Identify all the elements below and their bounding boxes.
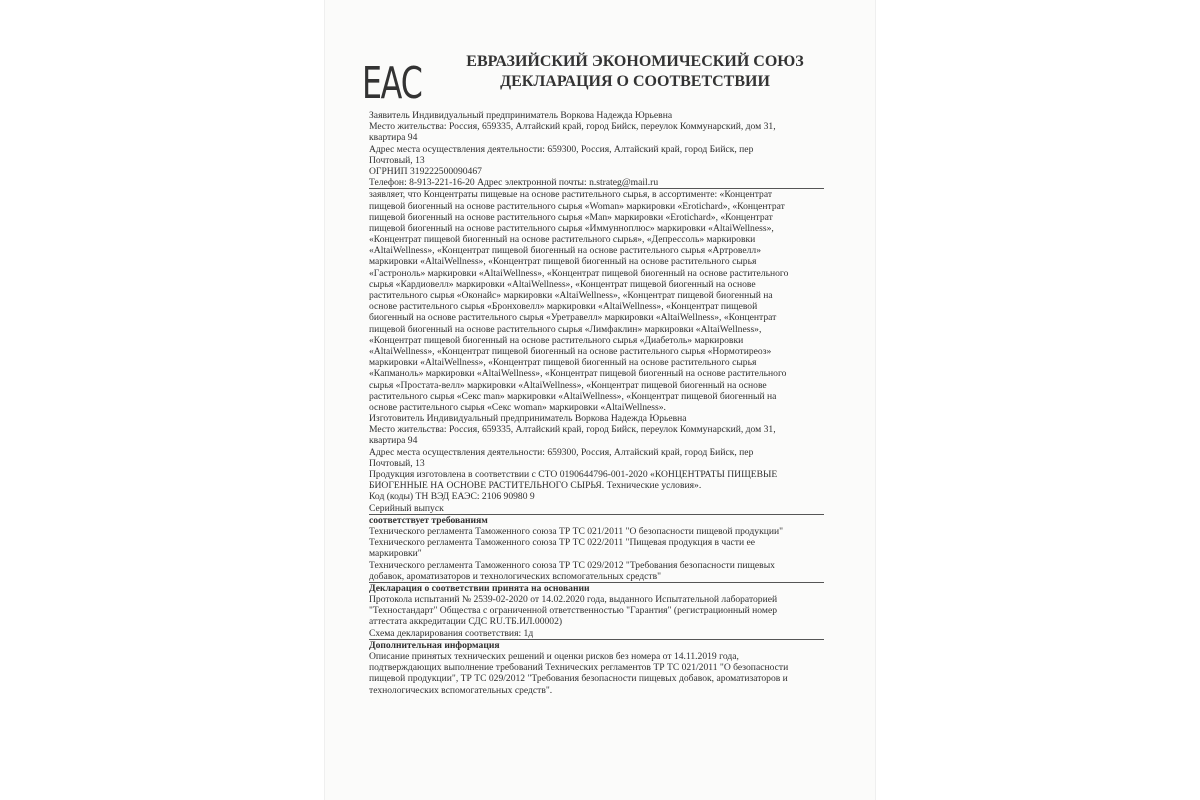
document-line: ОГРНИП 319222500090467	[369, 165, 482, 177]
document-line: БИОГЕННЫЕ НА ОСНОВЕ РАСТИТЕЛЬНОГО СЫРЬЯ. Технические условия».	[369, 480, 702, 492]
document-line: Почтовый, 13	[369, 154, 425, 166]
document-line: «Гастроноль» маркировки «AltaiWellness», «Концентрат пищевой биогенный на основе растительного	[369, 267, 789, 279]
document-line: Адрес места осуществления деятельности: 659300, Россия, Алтайский край, город Бийск, пер	[369, 446, 754, 458]
document-line: пищевой продукции", ТР ТС 029/2012 "Требования безопасности пищевых добавок, ароматизаторов и	[369, 673, 788, 685]
declaration-body	[369, 110, 824, 696]
document-line: «Концентрат пищевой биогенный на основе растительного сырья «Диабетоль» маркировки	[369, 334, 744, 346]
document-line: маркировки «AltaiWellness», «Концентрат пищевой биогенный на основе растительного сырья	[369, 357, 757, 369]
document-line: растительного сырья «Оконайс» маркировки «AltaiWellness», «Концентрат пищевой биогенный на	[369, 290, 773, 301]
document-line: пищевой биогенный на основе растительного сырья «Иммунноплюс» маркировки «AltaiWellness»,	[369, 222, 774, 234]
document-line: пищевой биогенный на основе растительного сырья «Лимфаклин» маркировки «AltaiWellness»,	[369, 323, 762, 335]
document-line: технологических вспомогательных средств".	[369, 684, 553, 696]
document-line: Дополнительная информация	[369, 639, 500, 651]
document-line: «AltaiWellness», «Концентрат пищевой биогенный на основе растительного сырья «Нормотиреоз»	[369, 345, 772, 357]
document-line: пищевой биогенный на основе растительного сырья «Woman» маркировки «Erotichard», «Концентрат	[369, 200, 785, 212]
document-line: Технического регламента Таможенного союза ТР ТС 022/2011 "Пищевая продукция в части ее	[369, 537, 756, 549]
document-line: заявляет, что Концентраты пищевые на основе растительного сырья, в ассортименте: «Концентрат	[369, 189, 773, 201]
document-line: квартира 94	[369, 435, 418, 447]
document-line: Серийный выпуск	[369, 503, 824, 515]
document-line: Технического регламента Таможенного союза ТР ТС 029/2012 "Требования безопасности пищевых	[369, 559, 775, 571]
document-line: Изготовитель Индивидуальный предприниматель Воркова Надежда Юрьевна	[369, 413, 687, 425]
document-line: Декларация о соответствии принята на основании	[369, 582, 590, 594]
document-line: Телефон: 8-913-221-16-20 Адрес электронной почты: n.strateg@mail.ru	[369, 177, 824, 189]
document-line: основе растительного сырья «Секс woman» маркировки «AltaiWellness».	[369, 401, 666, 413]
document-line: «Концентрат пищевой биогенный на основе растительного сырья», «Депрессоль» маркировки	[369, 234, 756, 246]
document-line: маркировки «AltaiWellness», «Концентрат пищевой биогенный на основе растительного сырья	[369, 256, 757, 268]
document-line: Адрес места осуществления деятельности: 659300, Россия, Алтайский край, город Бийск, пер	[369, 143, 754, 155]
document-line: Место жительства: Россия, 659335, Алтайский край, город Бийск, переулок Коммунарский, дом 31,	[369, 121, 776, 133]
document-line: Продукция изготовлена в соответствии с СТО 0190644796-001-2020 «КОНЦЕНТРАТЫ ПИЩЕВЫЕ	[369, 469, 778, 480]
document-line: квартира 94	[369, 132, 418, 144]
document-line: основе растительного сырья «Бронховелл» маркировки «AltaiWellness», «Концентрат пищевой	[369, 301, 758, 313]
document-line: Технического регламента Таможенного союза ТР ТС 021/2011 "О безопасности пищевой продукции"	[369, 525, 784, 537]
document-line: растительного сырья «Секс man» маркировки «AltaiWellness», «Концентрат пищевой биогенный на	[369, 390, 777, 402]
document-line: Код (коды) ТН ВЭД ЕАЭС: 2106 90980 9	[369, 491, 535, 503]
document-line: пищевой биогенный на основе растительного сырья «Man» маркировки «Erotichard», «Концентрат	[369, 211, 773, 223]
document-line: "Техностандарт" Общества с ограниченной ответственностью "Гарантия" (регистрационный номер	[369, 605, 778, 617]
document-line: Протокола испытаний № 2539-02-2020 от 14.02.2020 года, выданного Испытательной лабораторией	[369, 594, 778, 606]
eac-logo: ЕАС	[362, 58, 422, 109]
document-line: соответствует требованиям	[369, 514, 488, 526]
document-line: маркировки"	[369, 548, 422, 560]
document-line: Почтовый, 13	[369, 457, 425, 469]
document-line: Схема декларирования соответствия: 1д	[369, 628, 824, 640]
document-line: Место жительства: Россия, 659335, Алтайский край, город Бийск, переулок Коммунарский, дом 31,	[369, 424, 776, 436]
document-line: «AltaiWellness», «Концентрат пищевой биогенный на основе растительного сырья «Артровелл»	[369, 245, 761, 257]
document-line: аттестата аккредитации СДС RU.ТБ.ИЛ.00002)	[369, 616, 563, 628]
document-title	[440, 52, 830, 92]
title-line-2: ДЕКЛАРАЦИЯ О СООТВЕТСТВИИ	[500, 73, 770, 90]
document-line: сырья «Кардиовелл» маркировки «AltaiWellness», «Концентрат пищевой биогенный на основе	[369, 278, 756, 290]
document-line: добавок, ароматизаторов и технологических вспомогательных средств"	[369, 571, 824, 583]
document-line: Заявитель Индивидуальный предприниматель Воркова Надежда Юрьевна	[369, 110, 673, 121]
document-line: «Капманоль» маркировки «AltaiWellness», «Концентрат пищевой биогенный на основе растительного	[369, 368, 787, 380]
document-line: Описание принятых технических решений и оценки рисков без номера от 14.11.2019 года,	[369, 651, 739, 662]
document-line: сырья «Простата-велл» маркировки «AltaiWellness», «Концентрат пищевой биогенный на основе	[369, 379, 767, 391]
document-line: подтверждающих выполнение требований Технических регламентов ТР ТС 021/2011 "О безопасности	[369, 662, 789, 674]
document-line: биогенный на основе растительного сырья «Уретравелл» маркировки «AltaiWellness», «Концентрат	[369, 312, 777, 324]
title-line-1: ЕВРАЗИЙСКИЙ ЭКОНОМИЧЕСКИЙ СОЮЗ	[466, 53, 804, 70]
